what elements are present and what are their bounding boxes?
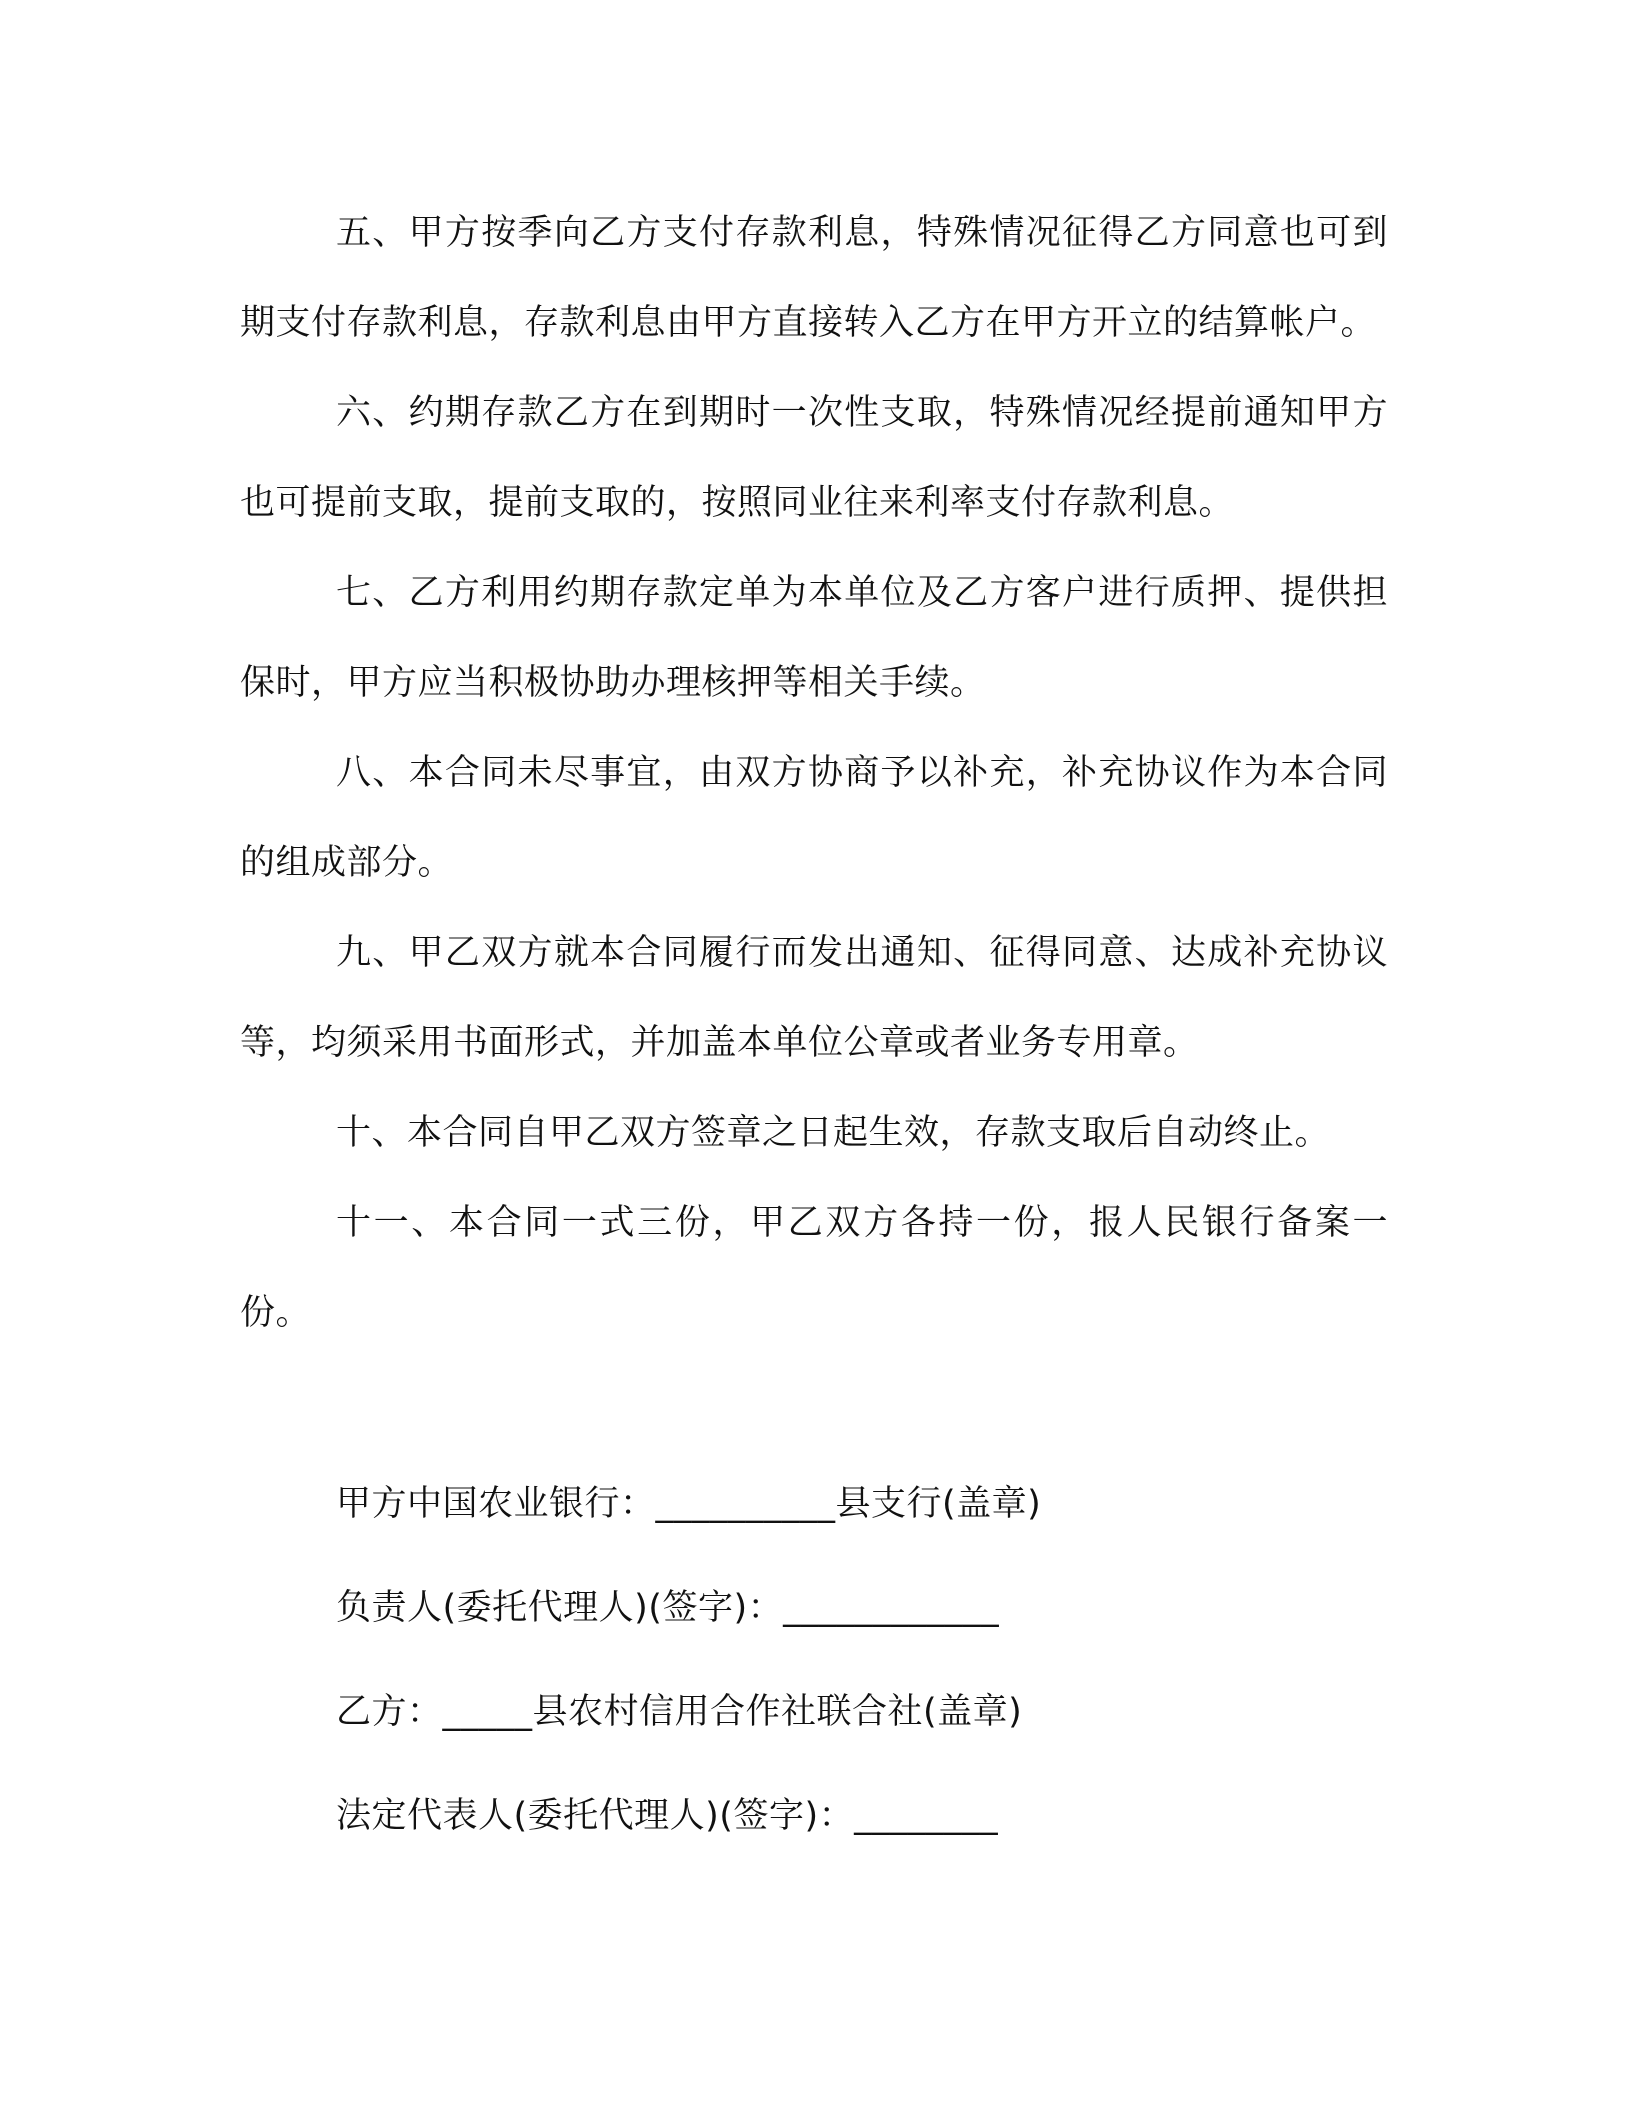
- clause-6: 六、约期存款乙方在到期时一次性支取，特殊情况经提前通知甲方也可提前支取，提前支取的，按照同业往来利率支付存款利息。: [240, 393, 1388, 523]
- signature-block: [336, 1452, 1386, 1868]
- clause-10: 十、本合同自甲乙双方签章之日起生效，存款支取后自动终止。: [336, 1113, 1331, 1153]
- party-b-rep-label: 法定代表人(委托代理人)(签字)：: [336, 1796, 855, 1836]
- clause-5: 五、甲方按季向乙方支付存款利息，特殊情况征得乙方同意也可到期支付存款利息，存款利息由甲方直接转入乙方在甲方开立的结算帐户。: [240, 213, 1388, 343]
- clause-9: 九、甲乙双方就本合同履行而发出通知、征得同意、达成补充协议等，均须采用书面形式，并加盖本单位公章或者业务专用章。: [240, 933, 1388, 1063]
- party-a-rep-signature-line: [336, 1556, 1386, 1660]
- party-a-suffix: 县支行(盖章): [835, 1484, 1042, 1524]
- party-a-label: 甲方中国农业银行：: [336, 1484, 656, 1524]
- party-b-label: 乙方：: [336, 1692, 443, 1732]
- party-b-rep-blank: ________: [854, 1796, 999, 1836]
- party-b-suffix: 县农村信用合作社联合社(盖章): [532, 1692, 1023, 1732]
- clause-8: 八、本合同未尽事宜，由双方协商予以补充，补充协议作为本合同的组成部分。: [240, 753, 1388, 883]
- party-b-blank: _____: [442, 1692, 533, 1732]
- party-b-rep-signature-line: [336, 1764, 1386, 1868]
- party-a-signature-line: [336, 1452, 1386, 1556]
- party-a-blank: __________: [655, 1484, 836, 1524]
- party-a-rep-label: 负责人(委托代理人)(签字)：: [336, 1588, 784, 1628]
- clause-11: 十一、本合同一式三份，甲乙双方各持一份，报人民银行备案一份。: [240, 1203, 1388, 1333]
- party-b-signature-line: [336, 1660, 1386, 1764]
- contract-clauses: [240, 188, 1388, 1358]
- party-a-rep-blank: ____________: [783, 1588, 1000, 1628]
- clause-7: 七、乙方利用约期存款定单为本单位及乙方客户进行质押、提供担保时，甲方应当积极协助办理核押等相关手续。: [240, 573, 1388, 703]
